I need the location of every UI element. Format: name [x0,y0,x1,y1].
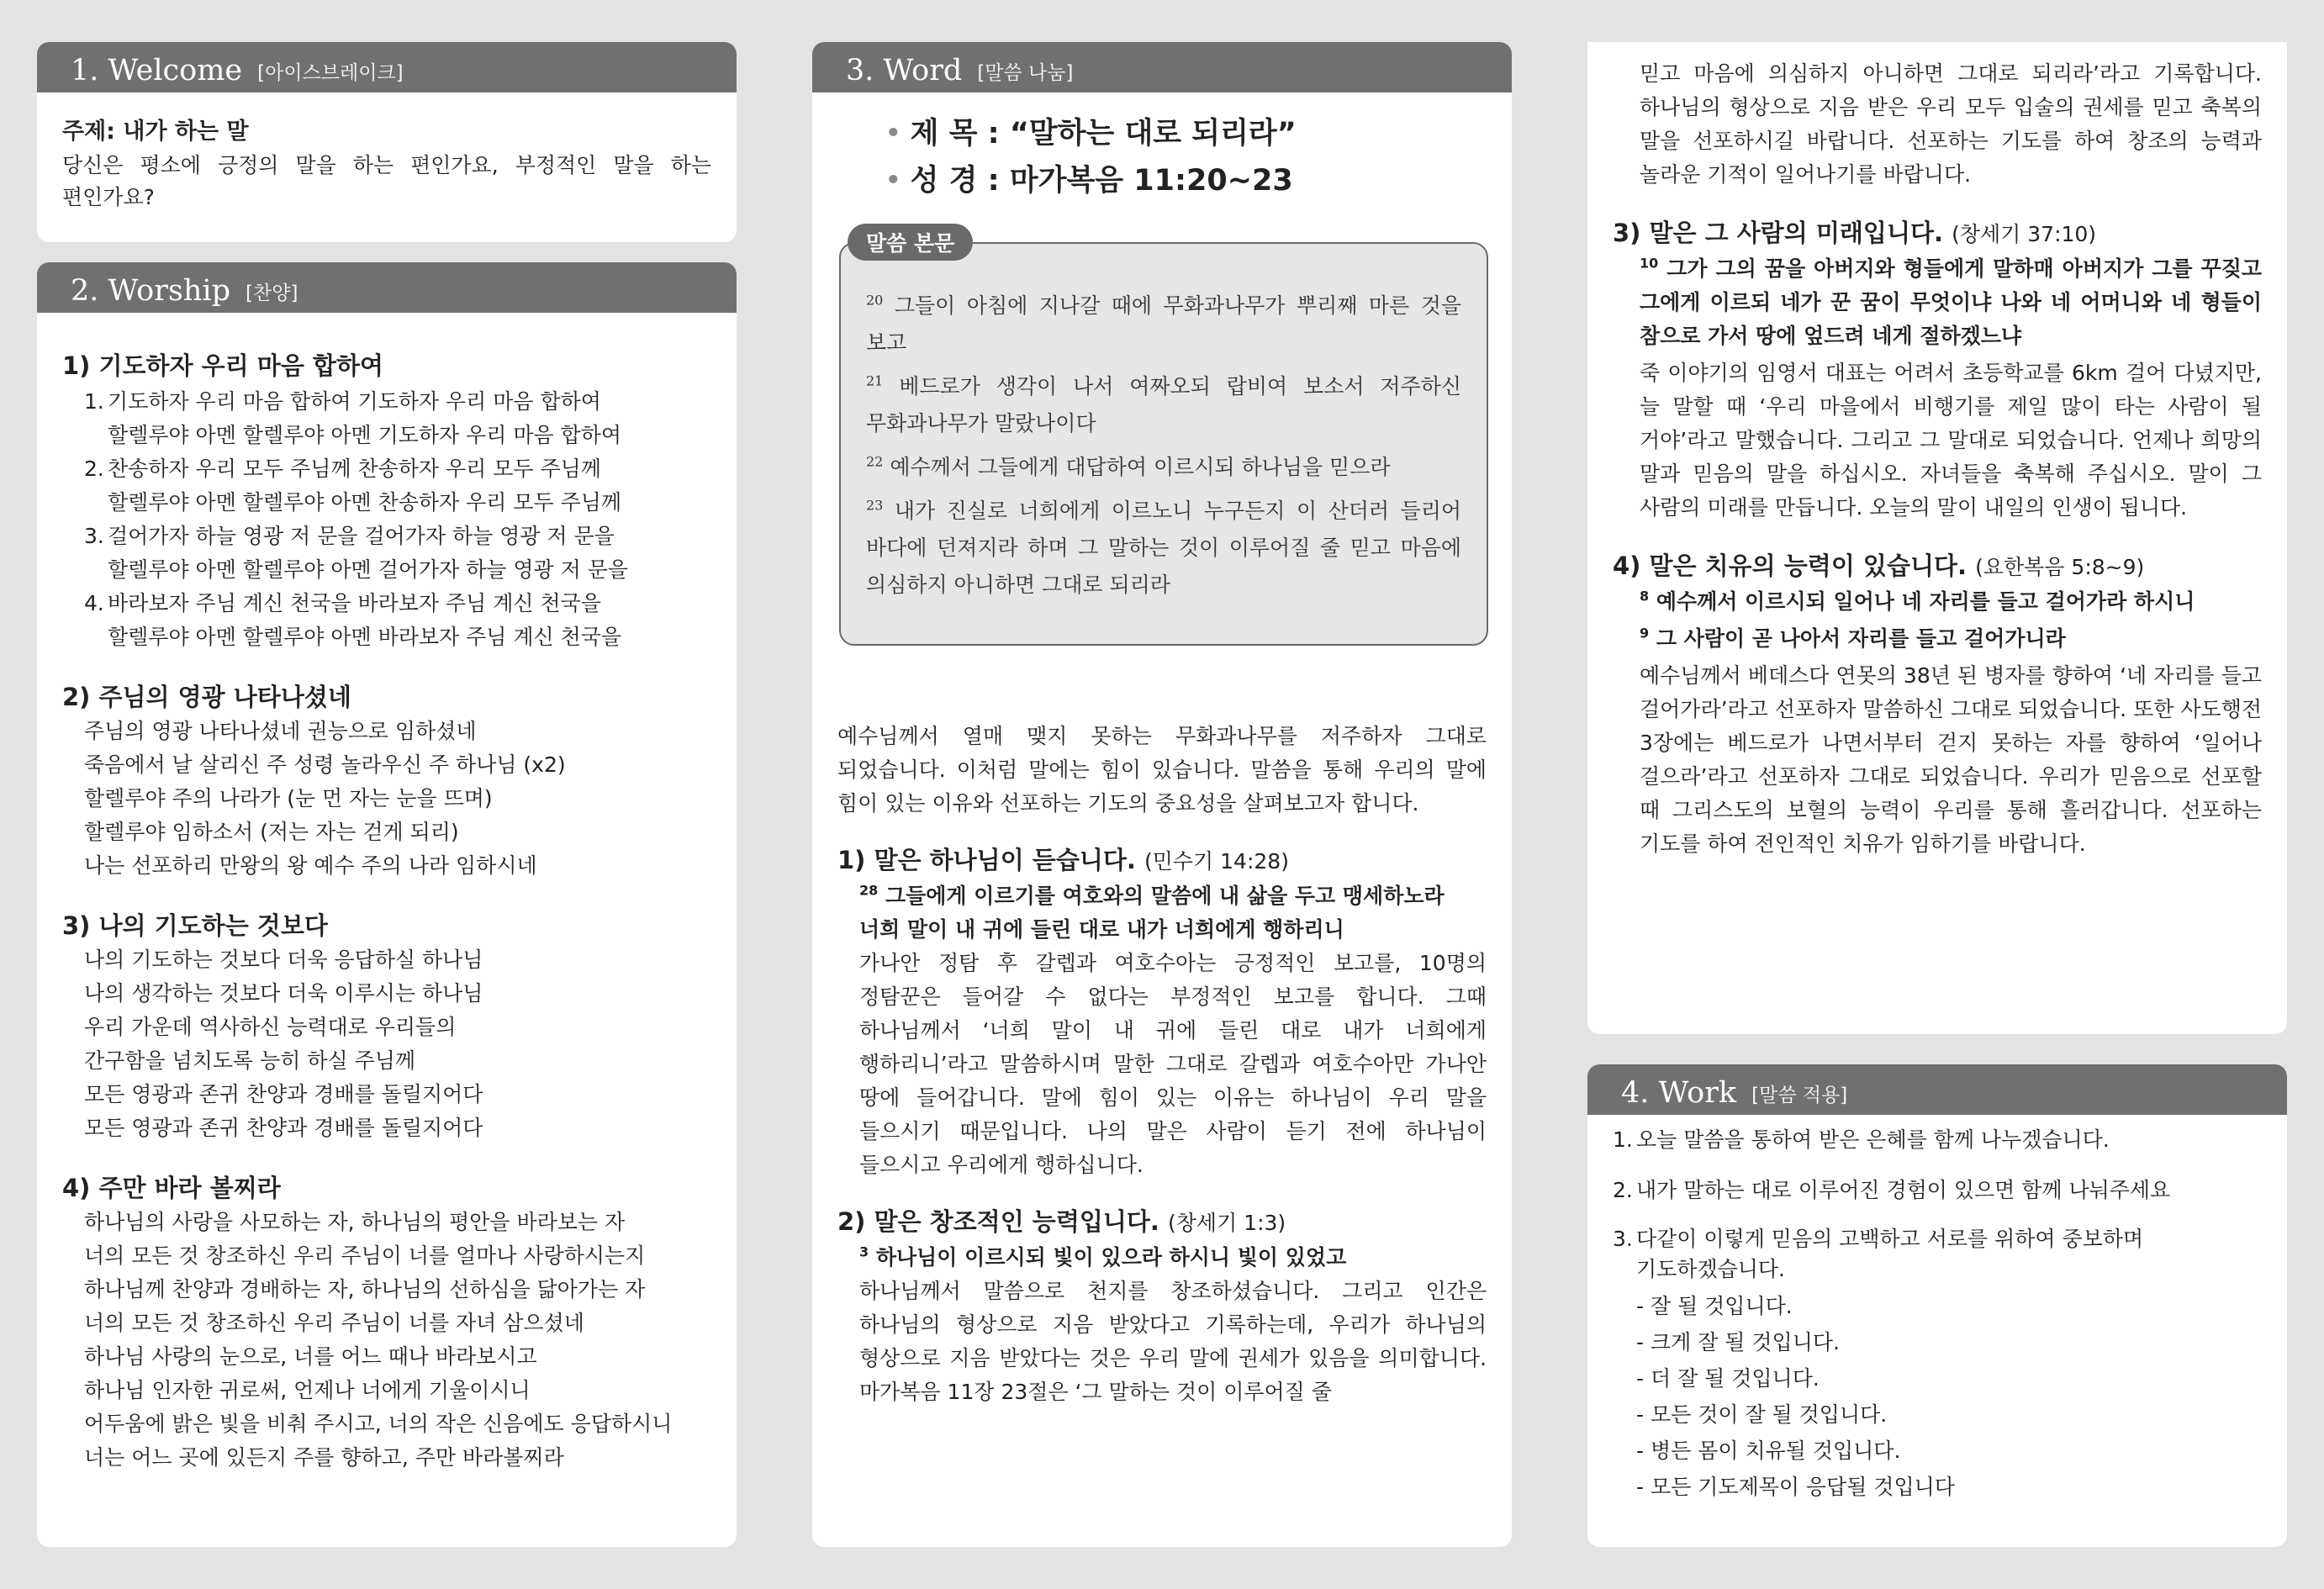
work-title: 4. Work [1621,1076,1737,1110]
list-item: - 모든 기도제목이 응답될 것입니다 [1636,1475,1955,1499]
sermon-intro: 예수님께서 열매 맺지 못하는 무화과나무를 저주하자 그대로 되었습니다. 이처럼 말에는 힘이 있습니다. 말씀을 통해 우리의 말에 힘이 있는 이유와 선포하는 기도의 중요성을 살펴보고자 합니다. [837,724,1487,816]
word-card [812,42,1512,1547]
welcome-title: 1. Welcome [71,54,243,87]
word-header [812,42,1512,92]
list-item: 2. 내가 말하는 대로 이루어진 경험이 있으면 함께 나눠주세요 [1613,1178,2171,1202]
scripture-box [839,242,1488,646]
point3-body: 죽 이야기의 임영서 대표는 어려서 초등학교를 6km 걸어 다녔지만, 늘 말할 때 ‘우리 마을에서 비행기를 제일 많이 타는 사람이 될 거야’라고 말했습니다. 그리고 그 말대로 되었습니다. 언제나 희망의 말과 믿음의 말을 하십시오. 자녀들을 축복해 주십시오. 말이 그 사람의 미래를 만듭니다. 오늘의 말이 내일의 인생이 됩니다. [1640,361,2262,520]
point3-title: 3) 말은 그 사람의 미래입니다. (창세기 37:10) [1613,219,2097,247]
confession-list [1636,1288,2262,1505]
point4-verse-2: $^9$ 그 사람이 곧 나아서 자리를 들고 걸어가니라 [1640,625,2066,651]
welcome-header [37,42,737,92]
scripture-verse: $^{23}$ 내가 진실로 너희에게 이르노니 누구든지 이 산더러 들리어 바다에 던져지라 하며 그 말하는 것이 이루어질 줄 믿고 마음에 의심하지 아니하면 그대로 되리라 [866,497,1462,597]
list-item: 3. 걸어가자 하늘 영광 저 문을 걸어가자 하늘 영광 저 문을 할렐루야 아멘 할렐루야 아멘 걸어가자 하늘 영광 저 문을 [84,524,629,582]
point4-body: 예수님께서 베데스다 연못의 38년 된 병자를 향하여 ‘네 자리를 들고 걸어가라’라고 선포하자 말씀하신 그대로 되었습니다. 또한 사도행전 3장에는 베드로가 나면서부터 걷지 못하는 자를 향하여 ‘일어나 걸으라’라고 선포하자 그대로 되었습니다. 우리가 믿음으로 선포할 때 그리스도의 보혈의 능력이 우리를 통해 흘러갑니다. 선포하는 기도를 하여 전인적인 치유가 임하기를 바랍니다. [1640,663,2262,856]
song1-title: 1) 기도하자 우리 마음 합하여 [62,351,383,380]
list-item: 1. 오늘 말씀을 통하여 받은 은혜를 함께 나누겠습니다. [1613,1127,2110,1152]
welcome-question: 당신은 평소에 긍정의 말을 하는 편인가요, 부정적인 말을 하는 편인가요? [62,153,711,209]
scripture-verse: $^{20}$ 그들이 아침에 지나갈 때에 무화과나무가 뿌리째 마른 것을 보고 [866,292,1462,355]
list-item: 4. 바라보자 주님 계신 천국을 바라보자 주님 계신 천국을 할렐루야 아멘 할렐루야 아멘 바라보자 주님 계신 천국을 [84,591,622,649]
song3-title: 3) 나의 기도하는 것보다 [62,911,328,940]
work-card [1587,1064,2287,1547]
sermon-scripture: • 성 경 : 마가복음 11:20~23 [885,164,1293,198]
point1-body: 가나안 정탐 후 갈렙과 여호수아는 긍정적인 보고를, 10명의 정탐꾼은 들어갈 수 없다는 부정적인 보고를 합니다. 그때 하나님께서 ‘너희 말이 내 귀에 들린 대로 내가 너희에게 행하리니’라고 말씀하시며 말한 그대로 갈렙과 여호수아만 가나안 땅에 들어갑니다. 말에 힘이 있는 이유는 하나님이 우리 말을 들으시기 때문입니다. 나의 말은 사람이 듣기 전에 하나님이 들으시고 우리에게 행하십니다. [859,951,1487,1177]
work-subtitle: [말씀 적용] [1751,1085,1848,1107]
word-title: 3. Word [846,54,963,87]
point2-body-continued: 믿고 마음에 의심하지 아니하면 그대로 되리라’라고 기록합니다. 하나님의 형상으로 지음 받은 우리 모두 입술의 권세를 믿고 축복의 말을 선포하시길 바랍니다. 선포하는 기도를 하여 창조의 능력과 놀라운 기적이 일어나기를 바랍니다. [1640,61,2262,187]
word-subtitle: [말씀 나눔] [977,62,1074,85]
list-item: - 잘 될 것입니다. [1636,1294,1793,1318]
song2-title: 2) 주님의 영광 나타나셨네 [62,683,351,711]
song2-lyrics: 주님의 영광 나타나셨네 권능으로 임하셨네 죽음에서 날 살리신 주 성령 놀라우신 주 하나님 (x2) 할렐루야 주의 나라가 (눈 먼 자는 눈을 뜨며) 할렐루야 임하소서 (저는 자는 걷게 되리) 나는 선포하리 만왕의 왕 예수 주의 나라 임하시네 [84,719,566,878]
welcome-topic: 주제: 내가 하는 말 [62,119,249,145]
point2-verse: $^3$ 하나님이 이르시되 빛이 있으라 하시니 빛이 있었고 [859,1243,1347,1270]
scripture-verse: $^{22}$ 예수께서 그들에게 대답하여 이르시되 하나님을 믿으라 [866,453,1391,479]
point1-verse: $^{28}$ 그들에게 이르기를 여호와의 말씀에 내 삶을 두고 맹세하노라 너희 말이 내 귀에 들린 대로 내가 너희에게 행하리니 [859,882,1445,942]
work-header [1587,1064,2287,1115]
song1-verses [84,385,711,654]
point4-title: 4) 말은 치유의 능력이 있습니다. (요한복음 5:8~9) [1613,552,2145,580]
point4-verse-1: $^8$ 예수께서 이르시되 일어나 네 자리를 들고 걸어가라 하시니 [1640,588,2195,614]
point1-title: 1) 말은 하나님이 듣습니다. (민수기 14:28) [837,846,1289,874]
scripture-verse: $^{21}$ 베드로가 생각이 나서 여짜오되 랍비여 보소서 저주하신 무화과나무가 말랐나이다 [866,372,1461,436]
list-item: 2. 찬송하자 우리 모두 주님께 찬송하자 우리 모두 주님께 할렐루야 아멘 할렐루야 아멘 찬송하자 우리 모두 주님께 [84,457,622,515]
welcome-card [37,42,737,242]
welcome-subtitle: [아이스브레이크] [257,62,404,85]
list-item: - 더 잘 될 것입니다. [1636,1366,1820,1391]
song4-lyrics: 하나님의 사랑을 사모하는 자, 하나님의 평안을 바라보는 자 너의 모든 것 창조하신 우리 주님이 너를 얼마나 사랑하시는지 하나님께 찬양과 경배하는 자, 하나님의 선하심을 닮아가는 자 너의 모든 것 창조하신 우리 주님이 너를 자녀 삼으셨네 하나님 사랑의 눈으로, 너를 어느 때나 바라보시고 하나님 인자한 귀로써, 언제나 너에게 기울이시니 어두움에 밝은 빛을 비춰 주시고, 너의 작은 신음에도 응답하시니 너는 어느 곳에 있든지 주를 향하고, 주만 바라볼찌라 [84,1210,673,1470]
worship-card [37,262,737,1547]
word-continued-card [1587,42,2287,1034]
worship-subtitle: [찬양] [246,282,298,305]
sermon-subject: • 제 목 : “말하는 대로 되리라” [885,117,1297,150]
scripture-box-label: 말씀 본문 [848,224,973,261]
list-item: 1. 기도하자 우리 마음 합하여 기도하자 우리 마음 합하여 할렐루야 아멘 할렐루야 아멘 기도하자 우리 마음 합하여 [84,389,622,447]
point2-body: 하나님께서 말씀으로 천지를 창조하셨습니다. 그리고 인간은 하나님의 형상으로 지음 받았다고 기록하는데, 우리가 하나님의 형상으로 지음 받았다는 것은 우리 말에 권세가 있음을 의미합니다. 마가복음 11장 23절은 ‘그 말하는 것이 이루어질 줄 [859,1279,1487,1404]
work-list [1613,1123,2262,1285]
point2-title: 2) 말은 창조적인 능력입니다. (창세기 1:3) [837,1207,1286,1236]
song4-title: 4) 주만 바라 볼찌라 [62,1174,281,1202]
list-item: - 병든 몸이 치유될 것입니다. [1636,1439,1901,1463]
worship-title: 2. Worship [71,274,231,308]
point3-verse: $^{10}$ 그가 그의 꿈을 아버지와 형들에게 말하매 아버지가 그를 꾸짖고 그에게 이르되 네가 꾼 꿈이 무엇이냐 나와 네 어머니와 네 형들이 참으로 가서 땅에 엎드려 네게 절하겠느냐 [1640,255,2262,348]
song3-lyrics: 나의 기도하는 것보다 더욱 응답하실 하나님 나의 생각하는 것보다 더욱 이루시는 하나님 우리 가운데 역사하신 능력대로 우리들의 간구함을 넘치도록 능히 하실 주님께 모든 영광과 존귀 찬양과 경배를 돌릴지어다 모든 영광과 존귀 찬양과 경배를 돌릴지어다 [84,948,483,1140]
worship-header [37,262,737,313]
list-item: - 모든 것이 잘 될 것입니다. [1636,1402,1888,1427]
list-item: 3. 다같이 이렇게 믿음의 고백하고 서로를 위하여 중보하며 기도하겠습니다. [1613,1227,2144,1281]
list-item: - 크게 잘 될 것입니다. [1636,1330,1840,1354]
